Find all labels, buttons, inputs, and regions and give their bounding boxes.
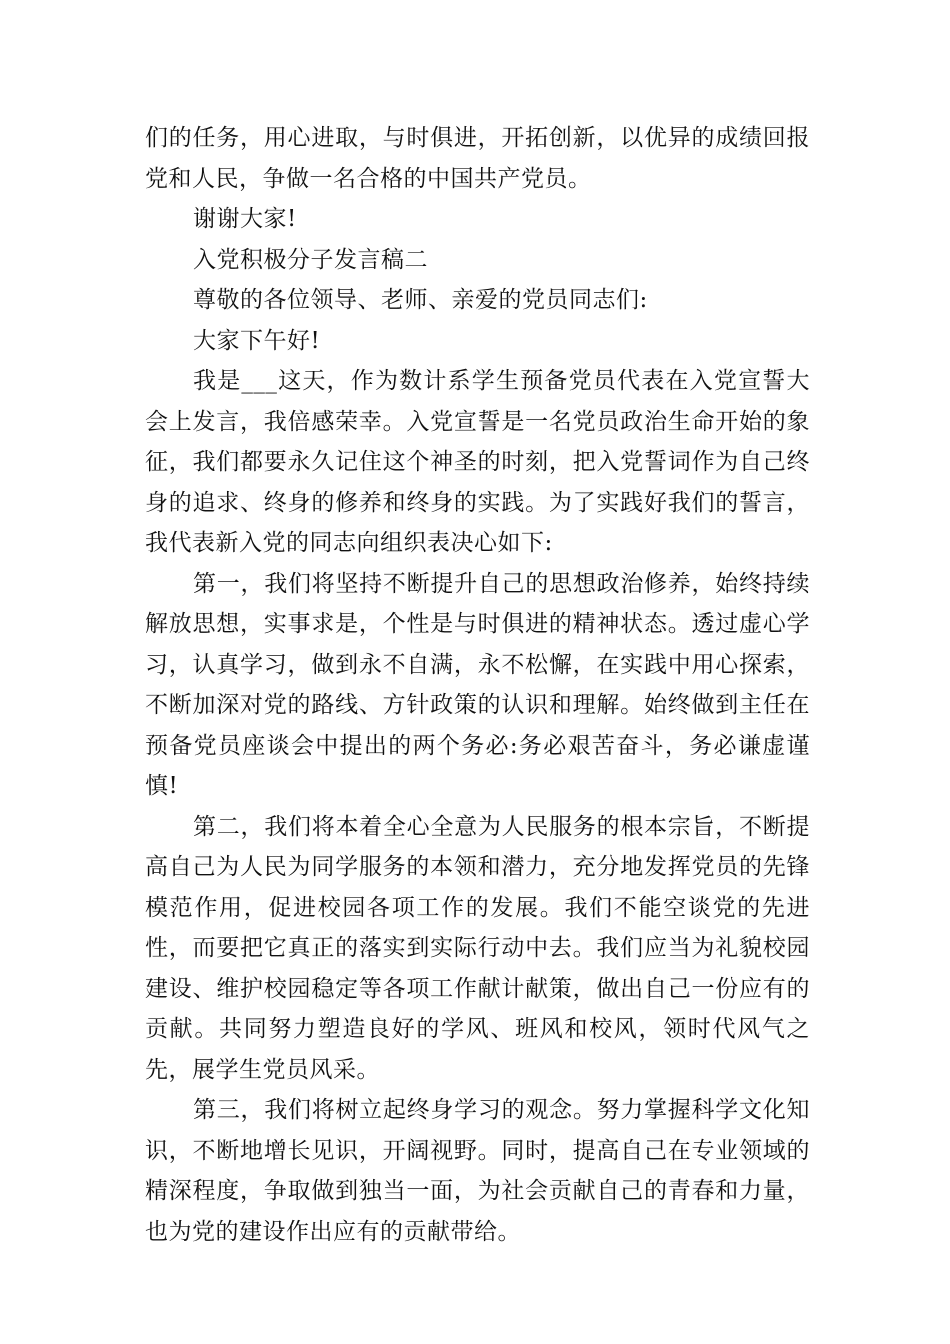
paragraph-continuation: 们的任务，用心进取，与时俱进，开拓创新，以优异的成绩回报党和人民，争做一名合格的中国共产党员。 [145,125,810,192]
document-body [145,118,810,1252]
paragraph-greeting: 大家下午好! [193,327,321,354]
paragraph-point-three: 第三，我们将树立起终身学习的观念。努力掌握科学文化知识，不断地增长见识，开阔视野。同时，提高自己在专业领域的精深程度，争取做到独当一面，为社会贡献自己的青春和力量，也为党的建设作出应有的贡献带给。 [145,1097,810,1245]
paragraph-point-one: 第一，我们将坚持不断提升自己的思想政治修养，始终持续解放思想，实事求是，个性是与时俱进的精神状态。透过虚心学习，认真学习，做到永不自满，永不松懈，在实践中用心探索，不断加深对党的路线、方针政策的认识和理解。始终做到主任在预备党员座谈会中提出的两个务必:务必艰苦奋斗，务必谦虚谨慎! [145,570,810,799]
paragraph-point-two: 第二，我们将本着全心全意为人民服务的根本宗旨，不断提高自己为人民为同学服务的本领和潜力，充分地发挥党员的先锋模范作用，促进校园各项工作的发展。我们不能空谈党的先进性，而要把它真正的落实到实际行动中去。我们应当为礼貌校园建设、维护校园稳定等各项工作献计献策，做出自己一份应有的贡献。共同努力塑造良好的学风、班风和校风，领时代风气之先，展学生党员风采。 [145,813,810,1083]
paragraph-thanks: 谢谢大家! [193,206,297,232]
paragraph-salutation: 尊敬的各位领导、老师、亲爱的党员同志们: [193,287,648,313]
section-title: 入党积极分子发言稿二 [193,246,428,273]
paragraph-introduction: 我是___这天，作为数计系学生预备党员代表在入党宣誓大会上发言，我倍感荣幸。入党宣誓是一名党员政治生命开始的象征，我们都要永久记住这个神圣的时刻，把入党誓词作为自己终身的追求、终身的修养和终身的实践。为了实践好我们的誓言，我代表新入党的同志向组织表决心如下: [145,368,810,556]
